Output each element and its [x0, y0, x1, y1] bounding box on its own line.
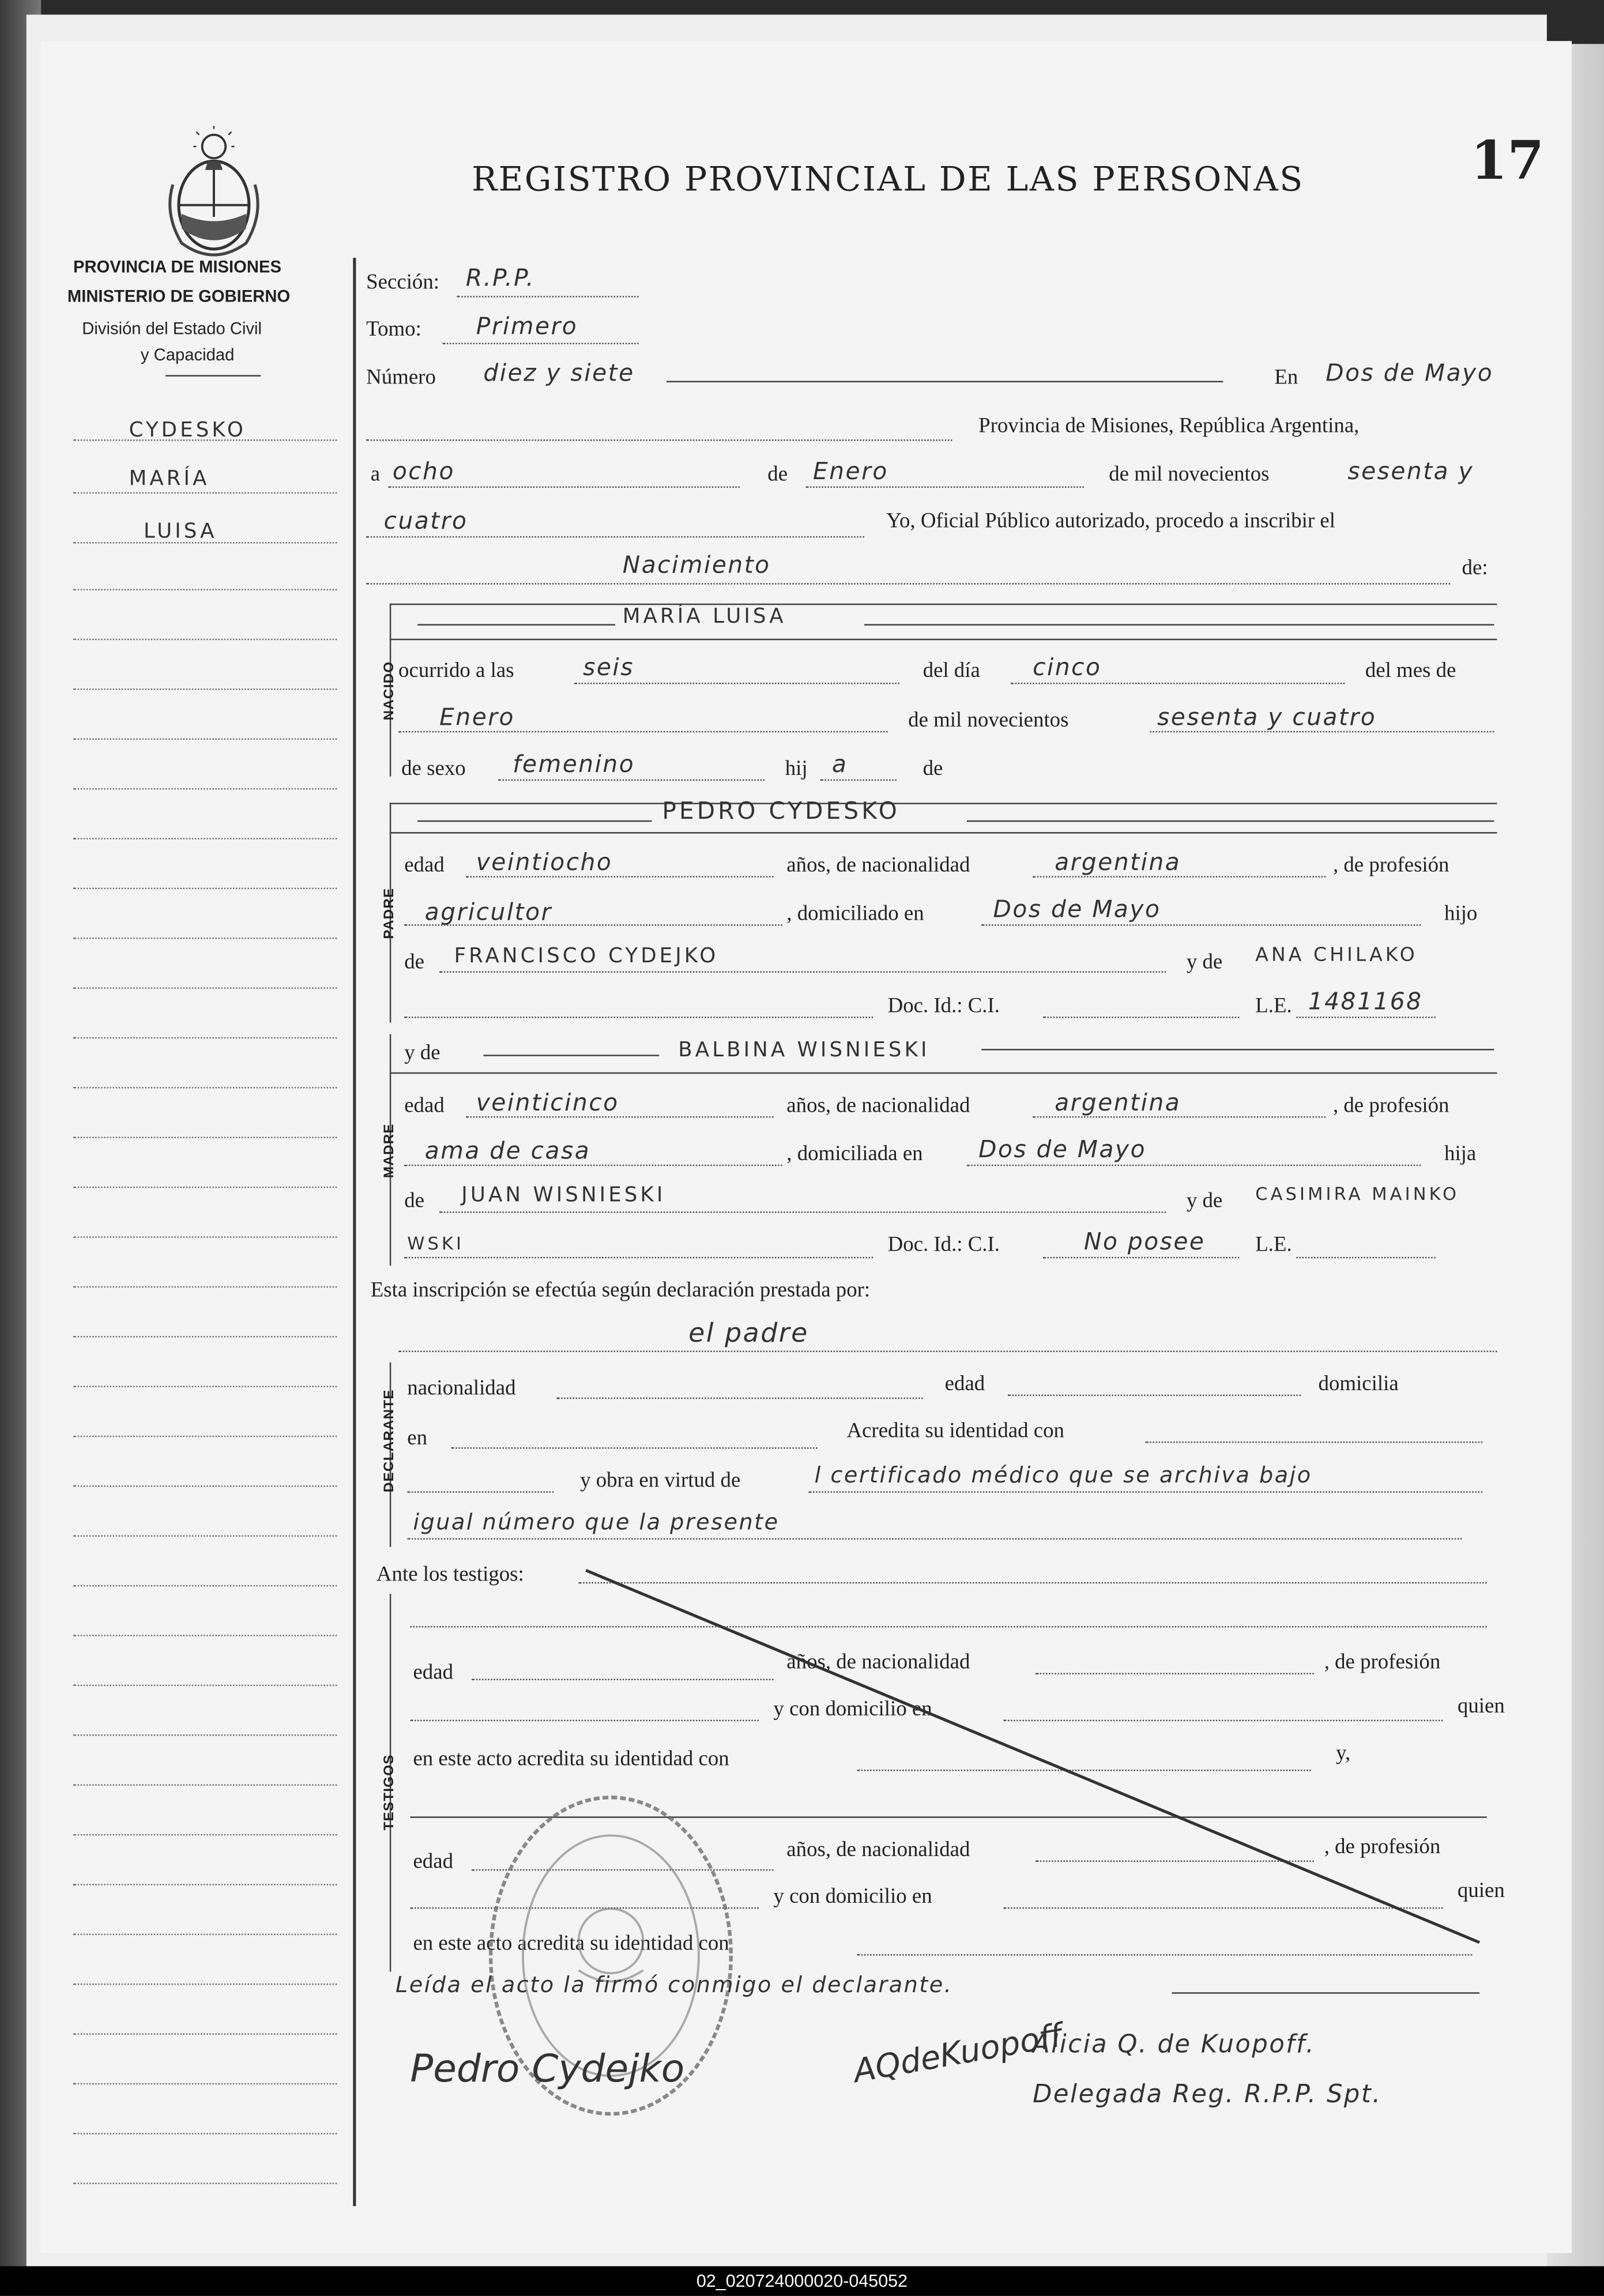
de-mil-novecientos-label: de mil novecientos: [1109, 462, 1270, 487]
madre-y-de-top-label: y de: [404, 1041, 440, 1066]
testigo1-y-label: y,: [1336, 1741, 1351, 1766]
de-colon-label: de:: [1462, 556, 1488, 581]
seccion-label: Sección:: [366, 271, 440, 295]
padre-value: PEDRO CYDESKO: [662, 797, 900, 825]
inscripcion-label: Esta inscripción se efectúa según declaración prestada por:: [370, 1278, 871, 1303]
yo-oficial-label: Yo, Oficial Público autorizado, procedo a inscribir el: [886, 510, 1335, 533]
sexo-value: femenino: [513, 750, 635, 778]
abuelo-paterno-value: FRANCISCO CYDEJKO: [454, 944, 719, 969]
madre-le-label: L.E.: [1255, 1233, 1292, 1257]
de-label-2: de: [923, 757, 943, 781]
padre-anos-label: años, de nacionalidad: [786, 854, 970, 878]
declarante-section-label: DECLARANTE: [381, 1389, 398, 1493]
nacido-section-label: NACIDO: [381, 661, 398, 721]
hij-value: a: [832, 750, 848, 778]
en-label: En: [1274, 366, 1298, 390]
obra-value-2: igual número que la presente: [413, 1508, 780, 1535]
signature-oficial: AQdeKuopoff: [850, 2018, 1066, 2091]
declarante-value: el padre: [688, 1318, 809, 1349]
madre-profesion-value: ama de casa: [424, 1136, 591, 1165]
anio-nacimiento-value: sesenta y cuatro: [1157, 703, 1377, 731]
testigo2-acredita-label: en este acto acredita su identidad con: [413, 1932, 729, 1956]
madre-domicilio-value: Dos de Mayo: [978, 1135, 1146, 1164]
seccion-value: R.P.P.: [465, 264, 535, 292]
sexo-label: de sexo: [401, 757, 466, 781]
testigo1-anos-label: años, de nacionalidad: [786, 1651, 970, 1674]
de-label: de: [767, 462, 788, 487]
madre-profesion-label: , de profesión: [1332, 1094, 1449, 1118]
scan-identifier: 02_020724000020-045052: [0, 2266, 1604, 2295]
oficial-nombre: Alicia Q. de Kuopoff.: [1033, 2030, 1316, 2060]
abuela-materna-value-cont: WSKI: [407, 1233, 465, 1254]
testigos-section-label: TESTIGOS: [381, 1754, 398, 1831]
page-number: 17: [1470, 130, 1545, 192]
padre-hijo-label: hijo: [1444, 902, 1478, 926]
madre-nacionalidad-value: argentina: [1055, 1088, 1181, 1116]
testigo1-quien-label: quien: [1457, 1695, 1505, 1719]
padre-section-label: PADRE: [381, 887, 398, 939]
madre-value: BALBINA WISNIESKI: [678, 1038, 930, 1062]
padre-domicilio-value: Dos de Mayo: [993, 895, 1161, 923]
tomo-label: Tomo:: [366, 318, 421, 341]
signature-padre: Pedro Cydejko: [410, 2047, 685, 2092]
abuela-paterna-value: ANA CHILAKO: [1255, 944, 1418, 967]
provincia-republica-label: Provincia de Misiones, República Argentina,: [978, 414, 1360, 438]
padre-edad-label: edad: [404, 854, 445, 878]
testigo1-domicilio-label: y con domicilio en: [773, 1697, 932, 1722]
decl-edad-label: edad: [944, 1372, 985, 1397]
mes-nacimiento-value: Enero: [439, 703, 515, 731]
numero-value: diez y siete: [483, 359, 635, 387]
testigo2-quien-label: quien: [1457, 1879, 1505, 1903]
testigo2-edad-label: edad: [413, 1850, 453, 1874]
leida-line: [1172, 1992, 1479, 1994]
padre-profesion-label: , de profesión: [1332, 854, 1449, 878]
madre-edad-label: edad: [404, 1094, 445, 1118]
hij-label: hij: [785, 757, 808, 781]
padre-doc-label: Doc. Id.: C.I.: [887, 995, 1000, 1018]
margin-middle-name: LUISA: [143, 520, 217, 544]
ante-testigos-label: Ante los testigos:: [376, 1563, 524, 1587]
de-mil-novecientos-nac-label: de mil novecientos: [908, 709, 1069, 733]
madre-ci-value: No posee: [1084, 1228, 1206, 1256]
anio-value-1: sesenta y: [1347, 457, 1474, 485]
testigo1-edad-label: edad: [413, 1661, 453, 1685]
madre-section-label: MADRE: [381, 1123, 398, 1179]
nombre-value: MARÍA LUISA: [622, 605, 786, 628]
hora-value: seis: [583, 653, 635, 682]
del-mes-label: del mes de: [1365, 659, 1456, 683]
madre-hija-label: hija: [1444, 1142, 1477, 1166]
numero-label: Número: [366, 366, 436, 390]
ministry-label: MINISTERIO DE GOBIERNO: [67, 288, 291, 306]
document-title: REGISTRO PROVINCIAL DE LAS PERSONAS: [472, 161, 1304, 200]
a-label: a: [370, 462, 381, 487]
padre-le-label: L.E.: [1255, 995, 1292, 1018]
obra-value-1: l certificado médico que se archiva bajo: [814, 1462, 1312, 1489]
padre-nacionalidad-value: argentina: [1055, 848, 1181, 876]
decl-en-label: en: [407, 1426, 428, 1451]
nacionalidad-label: nacionalidad: [407, 1377, 516, 1401]
madre-y-de-label: y de: [1186, 1189, 1223, 1213]
testigo2-domicilio-label: y con domicilio en: [773, 1885, 932, 1909]
obra-label: y obra en virtud de: [580, 1469, 741, 1493]
madre-anos-label: años, de nacionalidad: [786, 1094, 970, 1118]
madre-doc-label: Doc. Id.: C.I.: [887, 1233, 1000, 1257]
madre-domiciliada-label: , domiciliada en: [786, 1142, 923, 1166]
dia-inscripcion-value: ocho: [392, 457, 455, 485]
testigo1-acredita-label: en este acto acredita su identidad con: [413, 1747, 729, 1771]
padre-profesion-value: agricultor: [424, 898, 552, 926]
margin-surname: CYDESKO: [129, 419, 246, 443]
province-label: PROVINCIA DE MISIONES: [73, 259, 281, 277]
ocurrido-label: ocurrido a las: [398, 659, 514, 683]
division-label-2: y Capacidad: [140, 347, 235, 365]
del-dia-label: del día: [923, 659, 980, 683]
testigo2-anos-label: años, de nacionalidad: [786, 1838, 970, 1862]
mes-inscripcion-value: Enero: [813, 457, 888, 485]
decl-domicilia-label: domicilia: [1318, 1372, 1399, 1397]
abuelo-materno-value: JUAN WISNIESKI: [461, 1183, 666, 1207]
tomo-value: Primero: [476, 312, 578, 340]
madre-edad-value: veinticinco: [476, 1088, 619, 1116]
abuela-materna-value: CASIMIRA MAINKO: [1255, 1183, 1460, 1205]
testigo1-profesion-label: , de profesión: [1324, 1651, 1441, 1674]
padre-le-value: 1481168: [1308, 987, 1423, 1015]
acto-value: Nacimiento: [622, 551, 771, 579]
dia-value: cinco: [1033, 653, 1102, 682]
anio-value-2: cuatro: [383, 507, 468, 535]
madre-de-label: de: [404, 1189, 424, 1213]
acredita-label: Acredita su identidad con: [846, 1419, 1064, 1443]
margin-first-name: MARÍA: [129, 467, 210, 491]
en-value: Dos de Mayo: [1326, 359, 1494, 387]
padre-edad-value: veintiocho: [476, 848, 613, 876]
leida-value: Leída el acto la firmó conmigo el declarante.: [395, 1971, 953, 1998]
oficial-cargo: Delegada Reg. R.P.P. Spt.: [1033, 2080, 1382, 2110]
padre-domiciliado-label: , domiciliado en: [786, 902, 924, 926]
padre-de-label: de: [404, 950, 424, 974]
division-label: División del Estado Civil: [82, 321, 262, 338]
testigo2-profesion-label: , de profesión: [1324, 1835, 1441, 1860]
padre-y-de-label: y de: [1186, 950, 1223, 974]
